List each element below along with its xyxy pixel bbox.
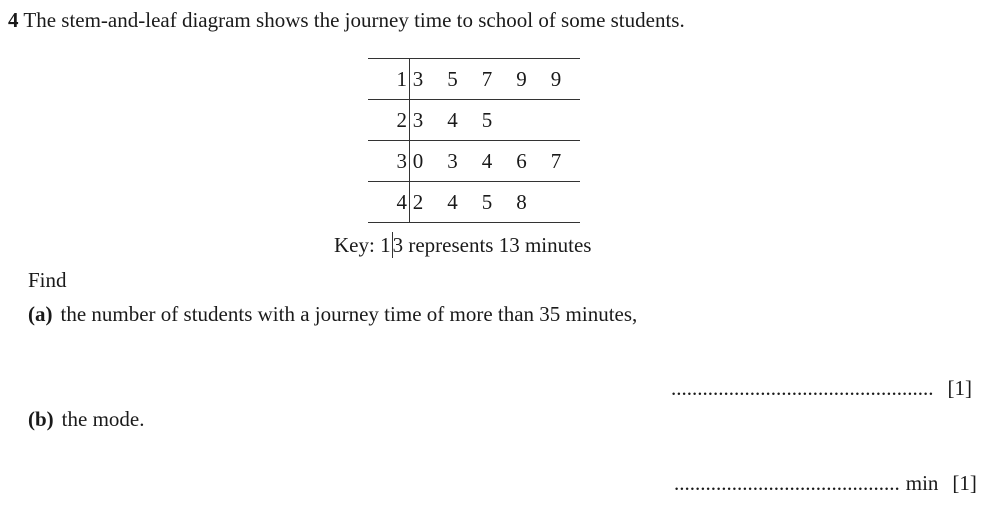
- question-number: 4: [8, 8, 19, 32]
- leaf-cell: 4: [447, 190, 458, 214]
- stem-cell: 3: [368, 141, 410, 181]
- leaf-cell: 3: [412, 67, 424, 91]
- part-a: [28, 302, 637, 327]
- part-b-marks: [1]: [952, 471, 977, 495]
- stem-cell: 1: [368, 59, 410, 99]
- leaf-cell: 4: [481, 149, 493, 173]
- leaf-cell: 9: [550, 67, 562, 91]
- key-suffix: represents 13 minutes: [403, 233, 592, 257]
- part-a-text: the number of students with a journey time of more than 35 minutes,: [60, 302, 638, 326]
- stem-leaf-row: [368, 181, 580, 223]
- leaf-cell: 7: [550, 149, 562, 173]
- part-b-answer-line[interactable]: [674, 471, 977, 496]
- part-b-answer-dots[interactable]: ...........................................: [674, 471, 900, 495]
- leaf-cell: 7: [481, 67, 493, 91]
- leaf-cell: 6: [516, 149, 527, 173]
- part-b-text: the mode.: [61, 407, 145, 431]
- stem-leaf-row: [368, 99, 580, 140]
- stem-and-leaf-diagram: [368, 58, 580, 223]
- key-leaf: 3: [392, 233, 404, 257]
- leaf-cell: 3: [412, 108, 424, 132]
- stem-leaf-row: [368, 58, 580, 99]
- part-a-answer-dots[interactable]: ..................................................: [671, 376, 934, 400]
- part-a-answer-line[interactable]: [671, 376, 972, 401]
- leaf-cell: 2: [412, 190, 424, 214]
- key-stem: 1: [380, 233, 391, 257]
- question-text: The stem-and-leaf diagram shows the journey time to school of some students.: [23, 8, 685, 32]
- leaf-cell: 5: [481, 190, 493, 214]
- part-a-marks: [1]: [947, 376, 972, 400]
- stem-cell: 4: [368, 182, 410, 222]
- leaf-cell: 0: [412, 149, 424, 173]
- leaf-cell: 3: [447, 149, 458, 173]
- leaf-cell: 9: [516, 67, 527, 91]
- leaf-cell: 4: [447, 108, 458, 132]
- stem-cell: 2: [368, 100, 410, 140]
- key-prefix: Key:: [334, 233, 381, 257]
- part-b-label: (b): [28, 407, 54, 431]
- leaf-cell: 8: [516, 190, 527, 214]
- part-b-unit: min: [905, 471, 939, 495]
- find-label: Find: [28, 268, 67, 292]
- diagram-key: [334, 232, 591, 258]
- part-a-label: (a): [28, 302, 53, 326]
- question-stem: [8, 8, 685, 33]
- leaf-cell: 5: [481, 108, 493, 132]
- stem-leaf-row: [368, 140, 580, 181]
- leaf-cell: 5: [447, 67, 458, 91]
- part-b: [28, 407, 144, 432]
